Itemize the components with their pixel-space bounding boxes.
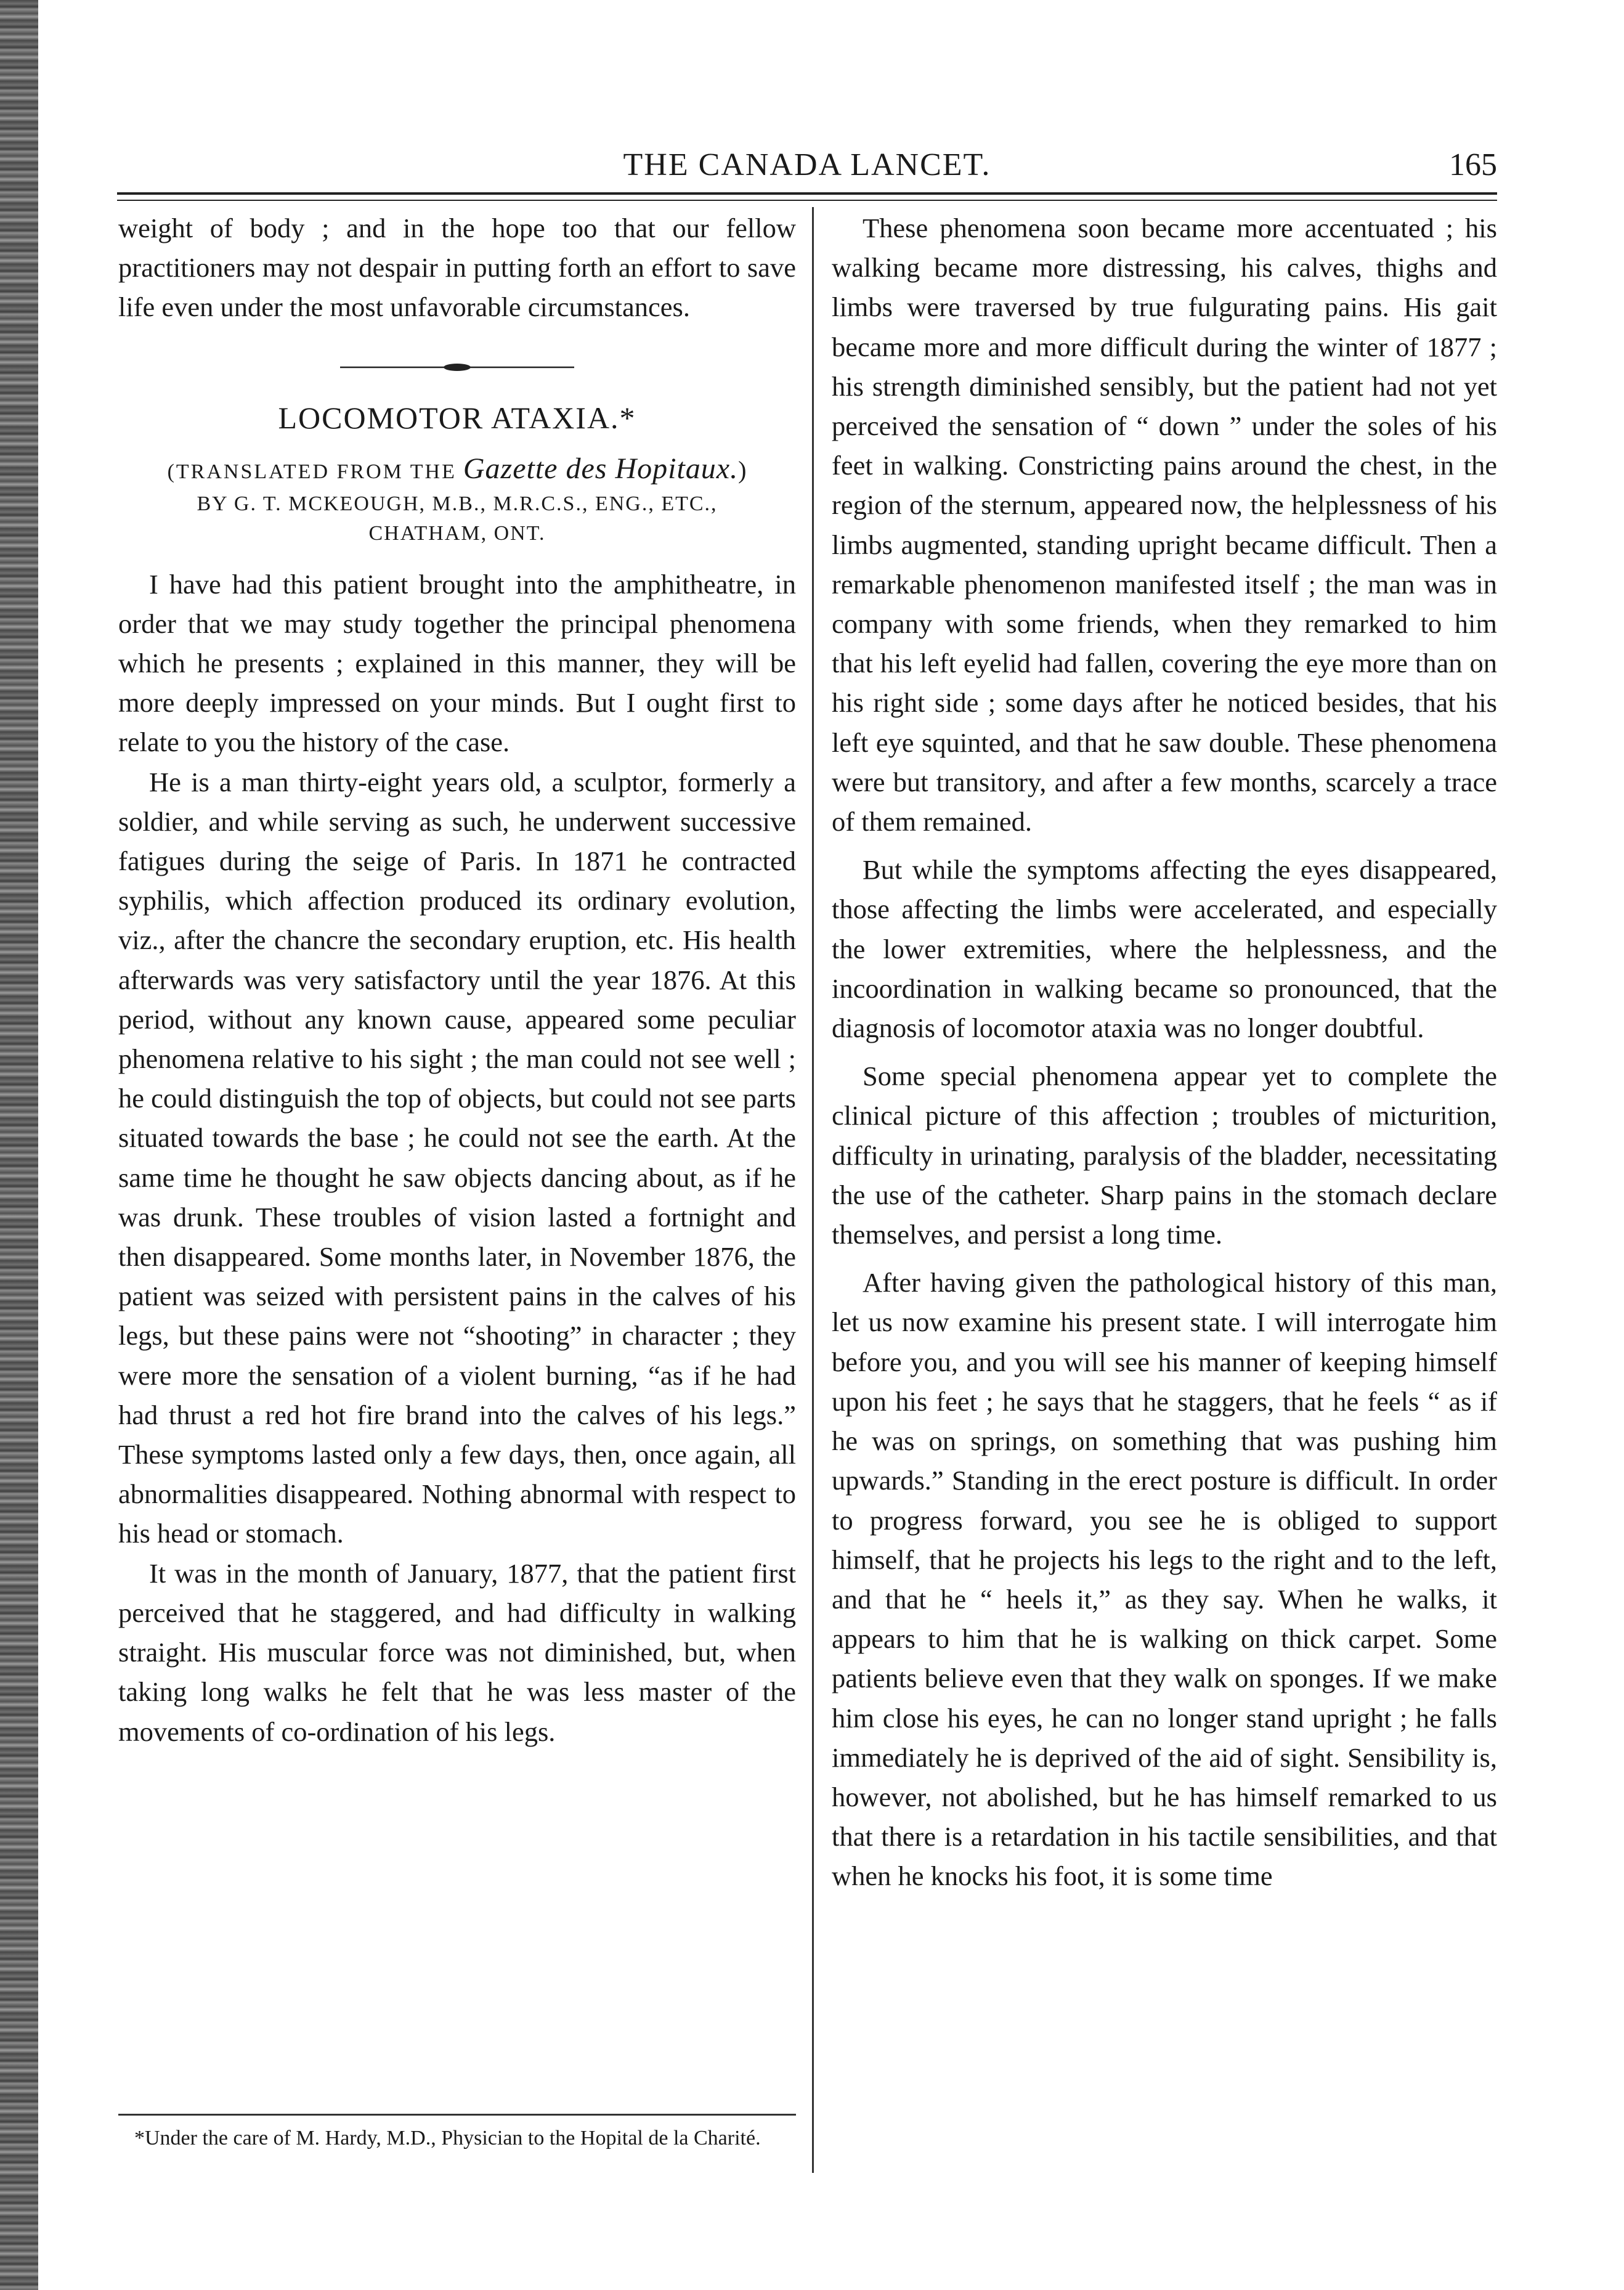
page-header <box>117 147 1497 196</box>
header-rule-thick <box>117 192 1497 195</box>
body-paragraph: Some special phenomena appear yet to complete the clinical picture of this affection ; troubles of micturition, difficulty in urinating, paralysis of the bladder, necessitating the use of the catheter. Sharp pains in the stomach declare themselves, and persist a long time. <box>832 1061 1497 1250</box>
byline-author: BY G. T. MCKEOUGH, M.B., M.R.C.S., ENG., ETC., <box>197 492 718 515</box>
left-column <box>118 208 796 1751</box>
body-paragraph: These phenomena soon became more accentuated ; his walking became more distressing, his calves, thighs and limbs were traversed by true fulgurating pains. His gait became more and more difficult during the winter of 1877 ; his strength diminished sensibly, but the patient had not yet perceived the sensation of “ down ” under the soles of his feet in walking. Constricting pains around the chest, in the region of the sternum, appeared now, the helplessness of his limbs augmented, standing upright became difficult. Then a remarkable phenomenon manifested itself ; the man was in company with some friends, when they remarked to him that his left eyelid had fallen, covering the eye more than on his right side ; some days after he noticed besides, that his left eye squinted, and that he saw double. These phenomena were but transitory, and after a few months, scarcely a trace of them remained. <box>832 213 1497 837</box>
translated-prefix: (TRANSLATED FROM THE <box>167 460 457 483</box>
header-rule-thin <box>117 200 1497 201</box>
book-binding-edge <box>0 0 38 2290</box>
continuation-paragraph: weight of body ; and in the hope too that our fellow practitioners may not despair in putting forth an effort to save life even under the most unfavorable circumstances. <box>118 213 796 323</box>
page-number: 165 <box>1449 147 1497 182</box>
body-paragraph: It was in the month of January, 1877, that the patient first perceived that he staggered, and had difficulty in walking straight. His muscular force was not diminished, but, when taking long walks he felt that he was less master of the movements of co-ordination of his legs. <box>118 1557 796 1747</box>
article-title: LOCOMOTOR ATAXIA.* <box>278 400 636 435</box>
body-paragraph: After having given the pathological history of this man, let us now examine his present state. I will interrogate him before you, and you will see his manner of keeping himself upon his feet ; he says that he staggers, that he feels “ as if he was on springs, on something that was pushing him upwards.” Standing in the erect posture is difficult. In order to progress forward, you see he is obliged to support himself, that he projects his legs to the right and to the left, and that he “ heels it,” as they say. When he walks, it appears to him that he is walking on thick carpet. Some patients believe even that they walk on sponges. If we make him close his eyes, he can no longer stand upright ; he falls immediately he is deprived of the aid of sight. Sensibility is, however, not abolished, but he has himself remarked to us that there is a retardation in his tactile sensibilities, and that when he knocks his foot, it is some time <box>832 1267 1497 1892</box>
translated-source: Gazette des Hopitaux. <box>463 452 739 485</box>
byline-location: CHATHAM, ONT. <box>368 521 546 545</box>
footnote: *Under the care of M. Hardy, M.D., Physician to the Hopital de la Charité. <box>134 2127 761 2149</box>
footnote-rule <box>118 2114 796 2116</box>
running-title: THE CANADA LANCET. <box>623 147 991 182</box>
column-separator <box>812 207 814 2173</box>
author-byline <box>118 489 796 548</box>
body-paragraph: I have had this patient brought into the amphitheatre, in order that we may study together the principal phenomena which he presents ; explained in this manner, they will be more deeply impressed on your minds. But I ought first to relate to you the history of the case. <box>118 568 796 758</box>
body-paragraph: He is a man thirty-eight years old, a sculptor, formerly a soldier, and while serving as such, he underwent successive fatigues during the seige of Paris. In 1871 he contracted syphilis, which affection produced its ordinary evolution, viz., after the chancre the secondary eruption, etc. His health afterwards was very satisfactory until the year 1876. At this period, without any known cause, appeared some peculiar phenomena relative to his sight ; the man could not see well ; he could distinguish the top of objects, but could not see parts situated towards the base ; he could not see the earth. At the same time he thought he saw objects dancing about, as if he was drunk. These troubles of vision lasted a fortnight and then disappeared. Some months later, in November 1876, the patient was seized with persistent pains in the calves of his legs, but these pains were not “shooting” in character ; they were more the sensation of a violent burning, “as if he had had thrust a red hot fire brand into the calves of his legs.” These symptoms lasted only a few days, then, once again, all abnormalities disappeared. Nothing abnormal with respect to his head or stomach. <box>118 766 796 1549</box>
right-column <box>832 208 1497 1896</box>
translation-note <box>118 452 796 489</box>
section-divider-ornament <box>340 363 574 372</box>
body-paragraph: But while the symptoms affecting the eyes disappeared, those affecting the limbs were accelerated, and especially the lower extremities, where the helplessness, and the incoordination in walking became so pronounced, that the diagnosis of locomotor ataxia was no longer doubtful. <box>832 854 1497 1044</box>
translated-suffix: ) <box>738 455 747 484</box>
